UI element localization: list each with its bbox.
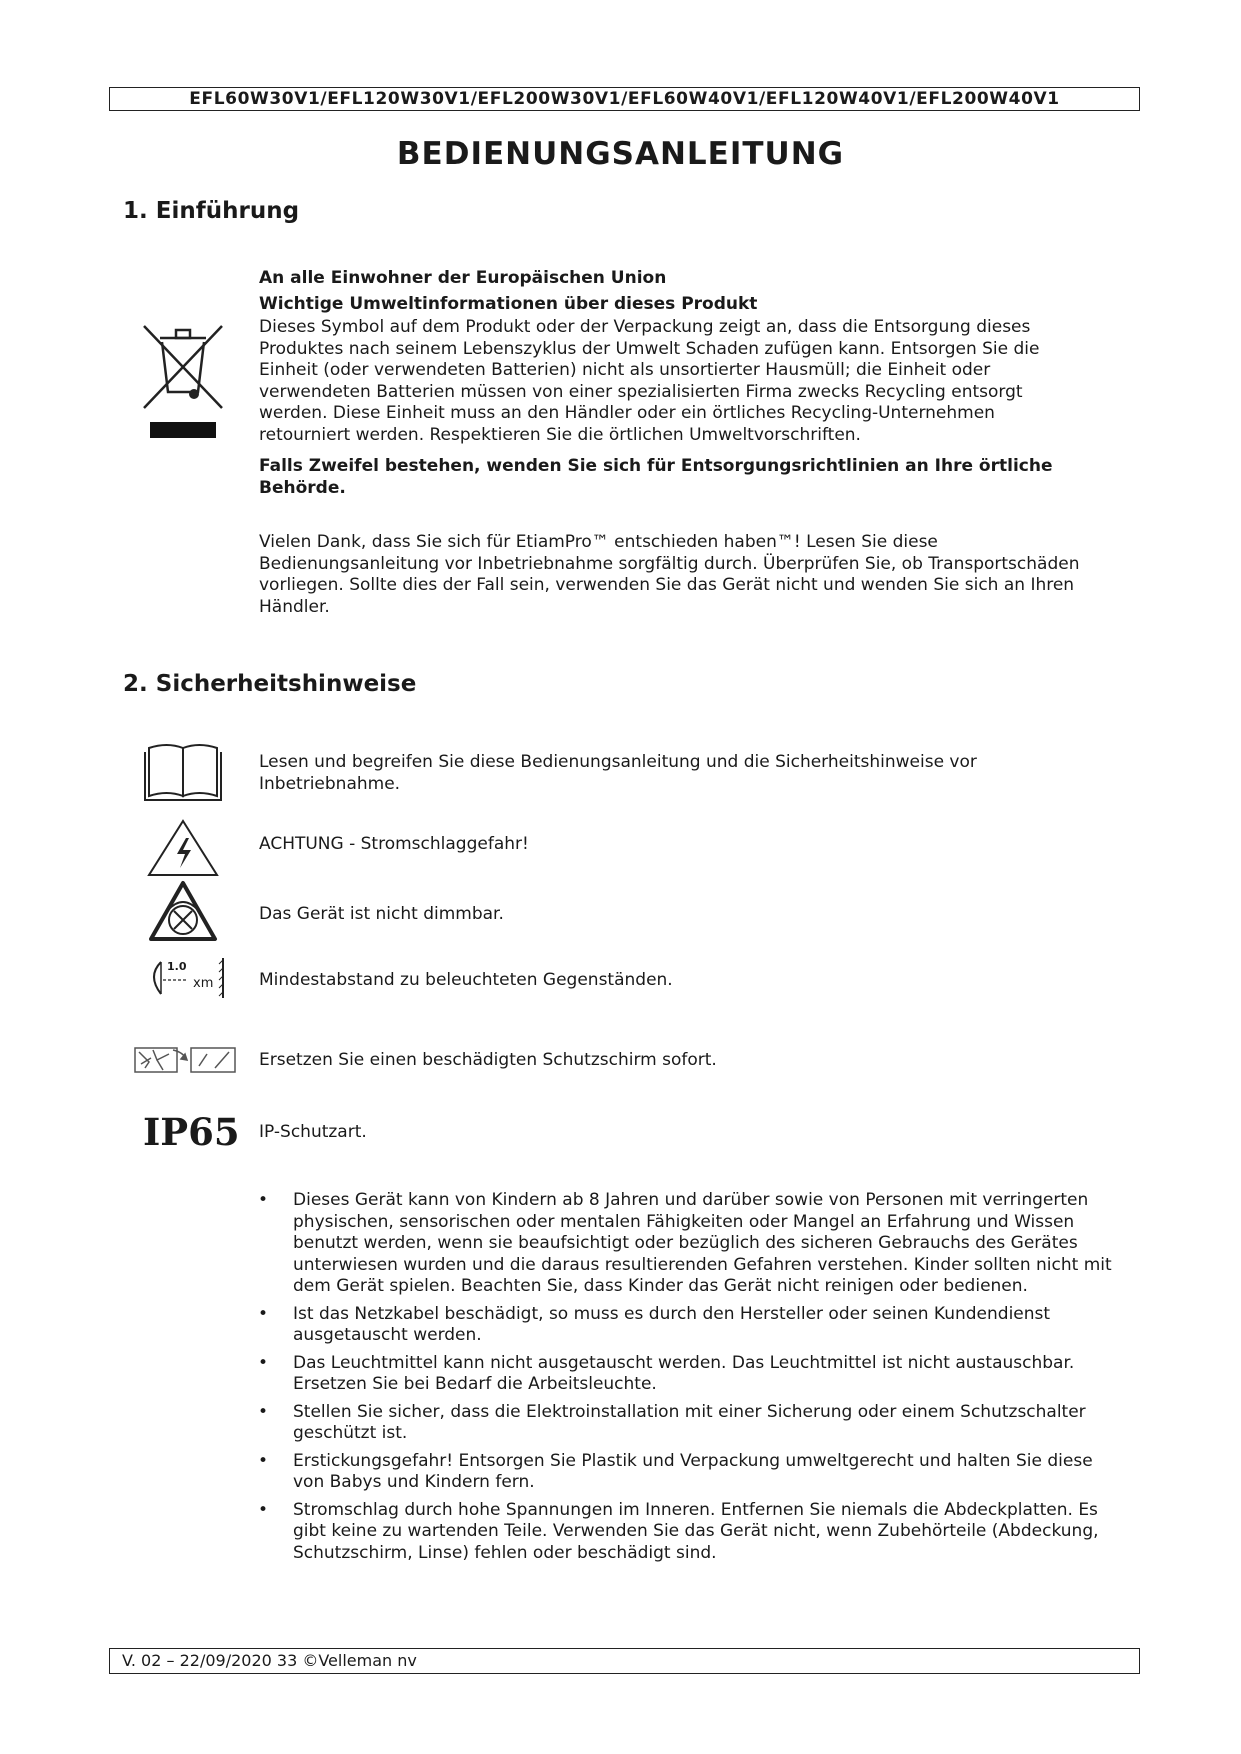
- list-item: • Das Leuchtmittel kann nicht ausgetauscht werden. Das Leuchtmittel ist nicht austauschbar. Ersetzen Sie bei Bedarf die Arbeitsleuchte.: [253, 1353, 1123, 1396]
- symbol-text-dimmable: Das Gerät ist nicht dimmbar.: [259, 904, 504, 924]
- list-item: • Erstickungsgefahr! Entsorgen Sie Plastik und Verpackung umweltgerecht und halten Sie diese von Babys und Kindern fern.: [253, 1451, 1123, 1494]
- symbol-text-shock: ACHTUNG - Stromschlaggefahr!: [259, 834, 529, 854]
- eu-heading: An alle Einwohner der Europäischen Union: [259, 268, 667, 288]
- electric-shock-warning-icon: [147, 818, 219, 878]
- min-distance-value: 1.0: [167, 960, 187, 973]
- doubt-notice: Falls Zweifel bestehen, wenden Sie sich für Entsorgungsrichtlinien an Ihre örtliche Behörde.: [259, 456, 1053, 498]
- symbol-text-ip: IP-Schutzart.: [259, 1122, 367, 1142]
- document-title: BEDIENUNGSANLEITUNG: [396, 136, 845, 172]
- thanks-text: Vielen Dank, dass Sie sich für EtiamPro™ entschieden haben™! Lesen Sie diese Bedienungsanleitung vor Inbetriebnahme sorgfältig durch. Überprüfen Sie, ob Transportschäden vorliegen. Sollte dies der Fall sein, verwenden Sie das Gerät nicht und wenden Sie sich an Ihren Händler.: [259, 532, 1080, 617]
- env-info-heading: Wichtige Umweltinformationen über dieses Produkt: [259, 294, 758, 314]
- model-header: EFL60W30V1/EFL120W30V1/EFL200W30V1/EFL60W40V1/EFL120W40V1/EFL200W40V1: [109, 87, 1140, 111]
- symbol-text-shield: Ersetzen Sie einen beschädigten Schutzschirm sofort.: [259, 1050, 717, 1070]
- weee-crossed-bin-icon: [140, 322, 226, 440]
- minimum-distance-icon: [143, 956, 227, 1000]
- ip65-icon: IP65: [143, 1110, 240, 1154]
- manual-book-icon: [143, 742, 223, 802]
- symbol-text-manual: Lesen und begreifen Sie diese Bedienungsanleitung und die Sicherheitshinweise vor Inbetriebnahme.: [259, 752, 977, 794]
- replace-shield-icon: [133, 1044, 237, 1076]
- symbol-text-distance: Mindestabstand zu beleuchteten Gegenständen.: [259, 970, 673, 990]
- env-info-text: Dieses Symbol auf dem Produkt oder der Verpackung zeigt an, dass die Entsorgung dieses Produktes nach seinem Lebenszyklus der Umwelt Schaden zufügen kann. Entsorgen Sie die Einheit (oder verwendeten Batterien) nicht als unsortierter Hausmüll; die Einheit oder verwendeten Batterien müssen von einer spezialisierten Firma zwecks Recycling entsorgt werden. Diese Einheit muss an den Händler oder ein örtliches Recycling-Unternehmen retourniert werden. Respektieren Sie die örtlichen Umweltvorschriften.: [259, 317, 1040, 445]
- not-dimmable-icon: [148, 880, 218, 942]
- min-distance-unit: xm: [193, 976, 214, 991]
- page-footer: V. 02 – 22/09/2020 33 ©Velleman nv: [109, 1648, 1140, 1674]
- safety-bullet-list: [253, 1190, 1123, 1570]
- list-item: • Stellen Sie sicher, dass die Elektroinstallation mit einer Sicherung oder einem Schutzschalter geschützt ist.: [253, 1402, 1123, 1445]
- list-item: • Ist das Netzkabel beschädigt, so muss es durch den Hersteller oder seinen Kundendienst ausgetauscht werden.: [253, 1304, 1123, 1347]
- list-item: • Dieses Gerät kann von Kindern ab 8 Jahren und darüber sowie von Personen mit verringerten physischen, sensorischen oder mentalen Fähigkeiten oder Mangel an Erfahrung und Wissen benutzt werden, wenn sie beaufsichtigt oder bezüglich des sicheren Gebrauchs des Gerätes unterwiesen wurden und die daraus resultierenden Gefahren verstehen. Kinder sollten nicht mit dem Gerät spielen. Beachten Sie, dass Kinder das Gerät nicht reinigen oder bedienen.: [253, 1190, 1123, 1298]
- section-1-heading: 1. Einführung: [123, 198, 300, 224]
- list-item: • Stromschlag durch hohe Spannungen im Inneren. Entfernen Sie niemals die Abdeckplatten. Es gibt keine zu wartenden Teile. Verwenden Sie das Gerät nicht, wenn Zubehörteile (Abdeckung, Schutzschirm, Linse) fehlen oder beschädigt sind.: [253, 1500, 1123, 1565]
- section-2-heading: 2. Sicherheitshinweise: [123, 671, 417, 697]
